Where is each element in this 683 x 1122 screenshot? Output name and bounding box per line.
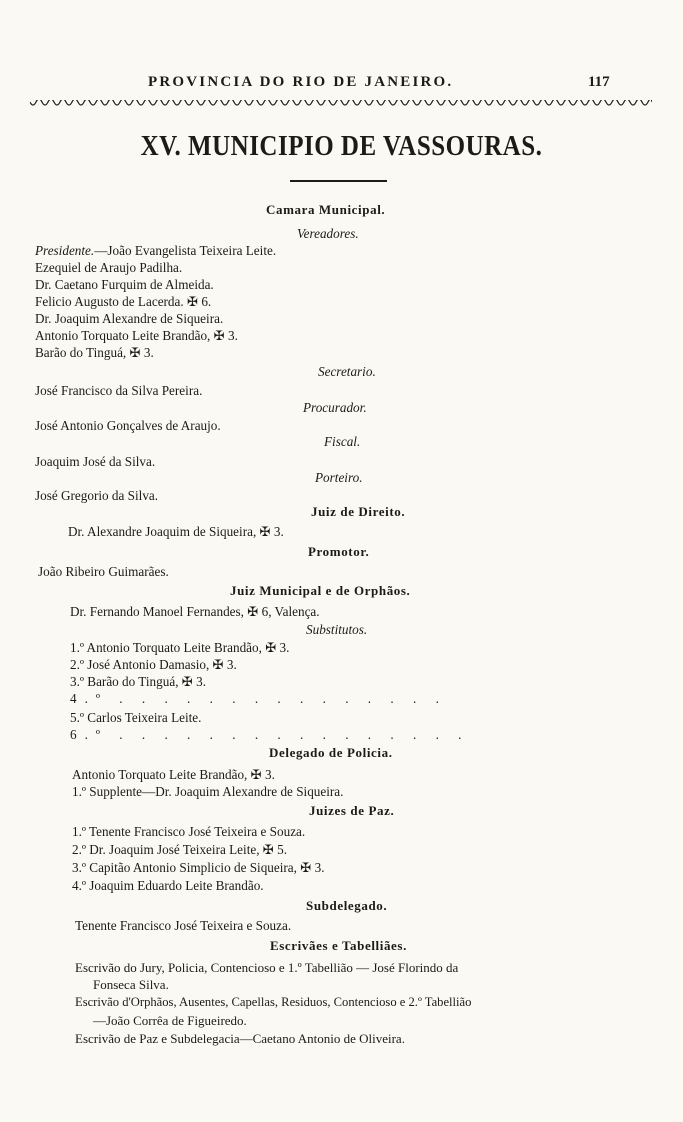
escrivao-line: Escrivão d'Orphãos, Ausentes, Capellas, Residuos, Contencioso e 2.º Tabellião	[75, 995, 472, 1009]
subdelegado-name: Tenente Francisco José Teixeira e Souza.	[75, 918, 292, 933]
title-rule	[290, 180, 387, 182]
promotor-name: João Ribeiro Guimarães.	[38, 564, 169, 579]
substituto-line: 4.º . . . . . . . . . . . . . . .	[70, 691, 447, 706]
subdelegado-heading: Subdelegado.	[306, 898, 388, 913]
delegado-heading: Delegado de Policia.	[269, 745, 393, 760]
substituto-line: 5.º Carlos Teixeira Leite.	[70, 710, 202, 725]
juiz-paz-line: 3.º Capitão Antonio Simplicio de Siqueira, ✠ 3.	[72, 860, 325, 875]
vereador-line: Barão do Tinguá, ✠ 3.	[35, 345, 154, 360]
juiz-direito-heading: Juiz de Direito.	[311, 504, 406, 519]
juiz-paz-line: 4.º Joaquim Eduardo Leite Brandão.	[72, 878, 264, 893]
promotor-heading: Promotor.	[308, 544, 370, 559]
vereador-line: Antonio Torquato Leite Brandão, ✠ 3.	[35, 328, 238, 343]
presidente-label: Presidente.	[35, 243, 95, 258]
substituto-line: 3.º Barão do Tinguá, ✠ 3.	[70, 674, 207, 689]
vereadores-label: Vereadores.	[297, 226, 359, 241]
porteiro-name: José Gregorio da Silva.	[35, 488, 159, 503]
delegado-name: Antonio Torquato Leite Brandão, ✠ 3.	[72, 767, 275, 782]
camara-heading: Camara Municipal.	[266, 202, 386, 217]
juiz-direito-name: Dr. Alexandre Joaquim de Siqueira, ✠ 3.	[68, 524, 284, 539]
ornamental-rule	[30, 100, 652, 108]
juiz-municipal-heading: Juiz Municipal e de Orphãos.	[230, 583, 411, 598]
fiscal-label: Fiscal.	[324, 434, 361, 449]
substituto-line: 2.º José Antonio Damasio, ✠ 3.	[70, 657, 237, 672]
page-number: 117	[588, 74, 610, 90]
escrivao-line: Escrivão de Paz e Subdelegacia—Caetano Antonio de Oliveira.	[75, 1031, 405, 1046]
escrivao-line: Escrivão do Jury, Policia, Contencioso e 1.º Tabellião — José Florindo da	[75, 960, 459, 975]
juiz-municipal-name: Dr. Fernando Manoel Fernandes, ✠ 6, Valença.	[70, 604, 320, 619]
fiscal-name: Joaquim José da Silva.	[35, 454, 156, 469]
vereador-line: Ezequiel de Araujo Padilha.	[35, 260, 183, 275]
vereador-line: Dr. Caetano Furquim de Almeida.	[35, 277, 214, 292]
running-title: PROVINCIA DO RIO DE JANEIRO.	[148, 74, 454, 90]
juiz-paz-line: 1.º Tenente Francisco José Teixeira e Souza.	[72, 824, 306, 839]
secretario-name: José Francisco da Silva Pereira.	[35, 383, 203, 398]
porteiro-label: Porteiro.	[315, 470, 363, 485]
running-head	[0, 74, 683, 94]
substitutos-label: Substitutos.	[306, 622, 368, 637]
vereador-line: Felicio Augusto de Lacerda. ✠ 6.	[35, 294, 212, 309]
section-title: XV. MUNICIPIO DE VASSOURAS.	[140, 131, 543, 162]
delegado-supplente: 1.º Supplente—Dr. Joaquim Alexandre de Siqueira.	[72, 784, 344, 799]
secretario-label: Secretario.	[318, 364, 376, 379]
juiz-paz-line: 2.º Dr. Joaquim José Teixeira Leite, ✠ 5.	[72, 842, 288, 857]
juizes-paz-heading: Juizes de Paz.	[309, 803, 395, 818]
substituto-line: 1.º Antonio Torquato Leite Brandão, ✠ 3.	[70, 640, 290, 655]
substituto-line: 6.º . . . . . . . . . . . . . . . .	[70, 727, 470, 742]
escrivao-line: Fonseca Silva.	[93, 977, 169, 992]
presidente-name: —João Evangelista Teixeira Leite.	[94, 243, 277, 258]
escrivaes-heading: Escrivães e Tabelliães.	[270, 938, 407, 953]
presidente-line	[35, 242, 276, 259]
procurador-name: José Antonio Gonçalves de Araujo.	[35, 418, 221, 433]
procurador-label: Procurador.	[303, 400, 367, 415]
vereador-line: Dr. Joaquim Alexandre de Siqueira.	[35, 311, 224, 326]
escrivao-line: —João Corrêa de Figueiredo.	[93, 1013, 247, 1028]
